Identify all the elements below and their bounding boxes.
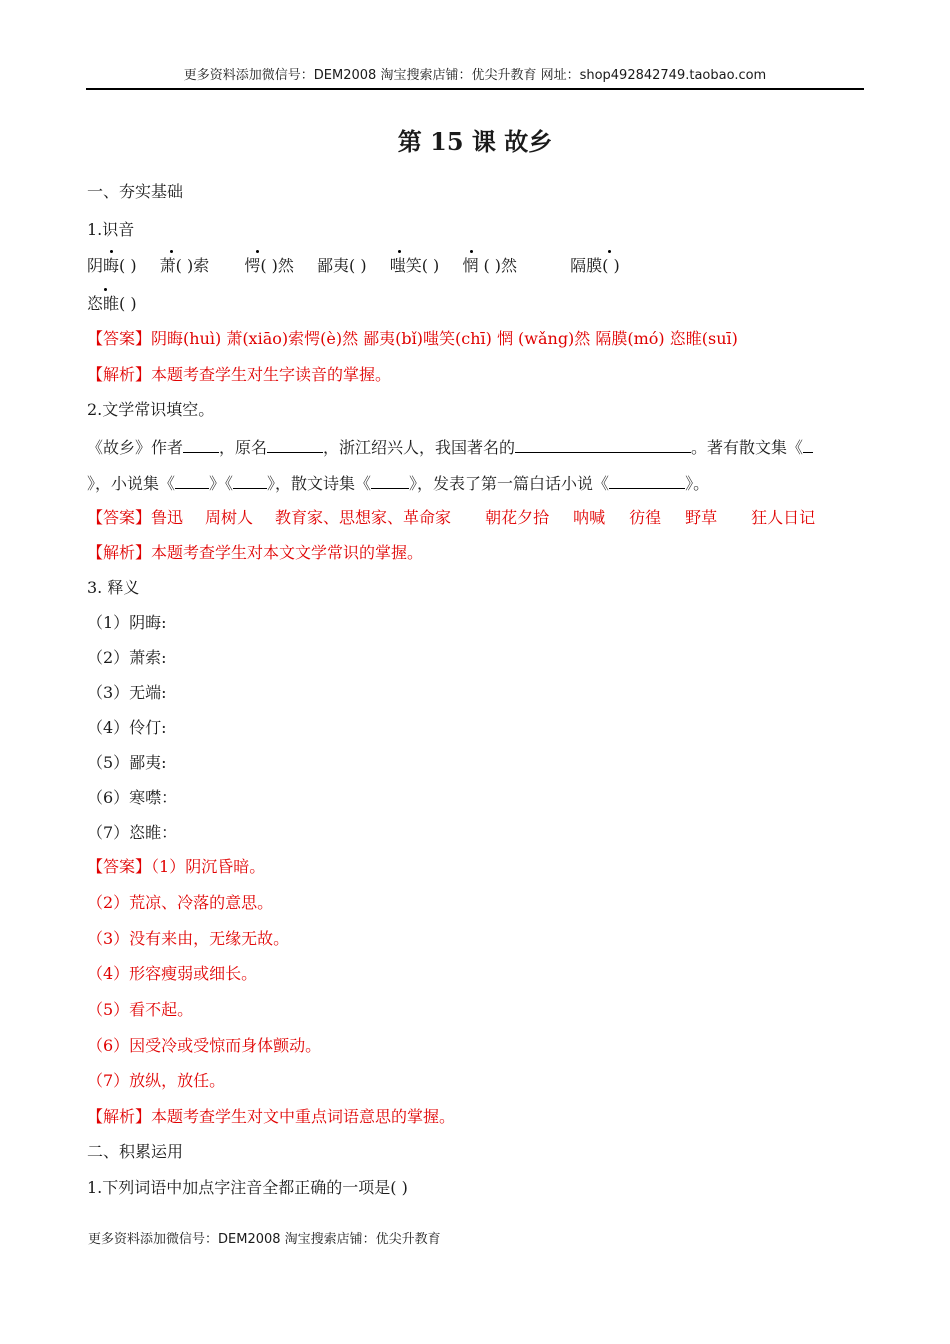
answer-tag: 【答案】 — [87, 857, 152, 876]
pinyin-word: 愕( )然 — [244, 256, 294, 275]
blank[interactable] — [371, 472, 409, 489]
emphasis-dot — [104, 288, 107, 291]
q3-item: （3）无端: — [87, 683, 167, 702]
q3-item: （6）寒噤： — [87, 788, 178, 807]
q2-text: 》，散文诗集《 — [267, 474, 372, 493]
q2-text: 。著有散文集《 — [691, 438, 804, 457]
q3-item: （7）恣睢： — [87, 823, 178, 842]
q1-word-last: 恣睢( ) — [87, 294, 137, 313]
pinyin-word: 嗤笑( ) — [389, 256, 440, 275]
q1-words-row — [87, 256, 620, 276]
blank[interactable] — [515, 436, 691, 453]
q3-item: （4）伶仃: — [87, 718, 167, 737]
q3-answer-item: （2）荒凉、冷落的意思。 — [87, 893, 274, 912]
answer-item: 呐喊 — [573, 508, 606, 527]
page-title: 第 15 课 故乡 — [397, 127, 553, 156]
q3-answer — [87, 857, 265, 877]
page-footer: 更多资料添加微信号：DEM2008 淘宝搜索店铺：优尖升教育 — [88, 1232, 441, 1247]
q2-text: ，原名 — [219, 438, 268, 457]
q2-line2 — [87, 472, 709, 494]
answer-text: 阴晦(huì) 萧(xiāo)索愕(è)然 鄙夷(bǐ)嗤笑(chī) 惘 (wǎng)然 隔膜(mó) 恣睢(suī) — [151, 329, 738, 348]
blank[interactable] — [233, 472, 267, 489]
q2-text: 》《 — [209, 474, 234, 493]
emphasis-dot — [110, 250, 113, 253]
section2-q1: 1.下列词语中加点字注音全都正确的一项是( ) — [87, 1178, 408, 1197]
analysis-text: 本题考查学生对本文文学常识的掌握。 — [151, 543, 424, 562]
q3-answer-item: （7）放纵，放任。 — [87, 1071, 226, 1090]
blank[interactable] — [183, 436, 219, 453]
q2-text: 》，小说集《 — [87, 474, 176, 493]
answer-item: 鲁迅 — [151, 508, 184, 527]
answer-tag: 【答案】 — [87, 329, 152, 348]
q3-answer-item: （3）没有来由，无缘无故。 — [87, 929, 290, 948]
analysis-tag: 【解析】 — [87, 1107, 152, 1126]
pinyin-word: 阴晦( ) — [87, 256, 137, 275]
q3-item: （5）鄙夷: — [87, 753, 167, 772]
q2-analysis — [87, 543, 423, 563]
q2-line1 — [87, 436, 813, 458]
blank[interactable] — [175, 472, 209, 489]
section2-heading: 二、积累运用 — [87, 1142, 184, 1161]
pinyin-word: 鄙夷( ) — [317, 256, 367, 275]
blank[interactable] — [803, 436, 813, 453]
answer-item: 狂人日记 — [751, 508, 816, 527]
answer-item: 教育家、思想家、革命家 — [275, 508, 452, 527]
answer-item: 朝花夕拾 — [485, 508, 550, 527]
q1-answer — [87, 329, 738, 349]
analysis-text: 本题考查学生对文中重点词语意思的掌握。 — [151, 1107, 456, 1126]
answer-item: 周树人 — [205, 508, 254, 527]
q2-text: 》，发表了第一篇白话小说《 — [409, 474, 610, 493]
pinyin-word: 惘 ( )然 — [462, 256, 518, 275]
q3-item: （1）阴晦: — [87, 613, 167, 632]
analysis-tag: 【解析】 — [87, 365, 152, 384]
emphasis-dot — [170, 250, 173, 253]
analysis-tag: 【解析】 — [87, 543, 152, 562]
q3-label: 3. 释义 — [87, 578, 140, 597]
page-header: 更多资料添加微信号：DEM2008 淘宝搜索店铺：优尖升教育 网址：shop492842749.taobao.com — [86, 66, 864, 90]
emphasis-dot — [398, 250, 401, 253]
pinyin-word: 萧( )索 — [159, 256, 210, 275]
q1-analysis — [87, 365, 391, 385]
emphasis-dot — [608, 250, 611, 253]
blank[interactable] — [267, 436, 323, 453]
q2-label: 2.文学常识填空。 — [87, 400, 215, 419]
answer-item: 彷徨 — [629, 508, 662, 527]
q2-text: ，浙江绍兴人，我国著名的 — [323, 438, 516, 457]
blank[interactable] — [609, 472, 685, 489]
q2-answer — [87, 508, 815, 528]
q1-label: 1.识音 — [87, 220, 135, 239]
answer-item: 野草 — [685, 508, 718, 527]
section1-heading: 一、夯实基础 — [87, 182, 184, 201]
emphasis-dot — [256, 250, 259, 253]
answer-tag: 【答案】 — [87, 508, 152, 527]
q3-item: （2）萧索: — [87, 648, 167, 667]
q2-text: 《故乡》作者 — [87, 438, 184, 457]
analysis-text: 本题考查学生对生字读音的掌握。 — [151, 365, 392, 384]
q3-answer-item: （5）看不起。 — [87, 1000, 194, 1019]
q2-text: 》。 — [685, 474, 710, 493]
q3-analysis — [87, 1107, 455, 1127]
q3-answer-item: （4）形容瘦弱或细长。 — [87, 964, 258, 983]
pinyin-word: 隔膜( ) — [570, 256, 620, 275]
emphasis-dot — [470, 250, 473, 253]
answer-item: （1）阴沉昏暗。 — [151, 857, 266, 876]
q3-answer-item: （6）因受冷或受惊而身体颤动。 — [87, 1036, 322, 1055]
